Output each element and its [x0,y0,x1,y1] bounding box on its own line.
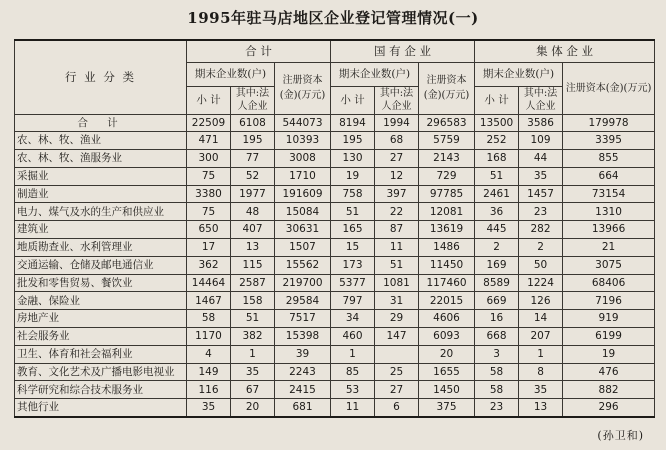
cell-value: 51 [375,256,419,274]
cell-value: 22509 [187,114,231,132]
cell-value: 2243 [275,363,331,381]
cell-value: 116 [187,381,231,399]
cell-value: 23 [519,203,563,221]
cell-value: 51 [231,310,275,328]
row-category: 其他行业 [15,399,187,417]
header-legal-person: 其中:法人企业 [231,86,275,114]
cell-value: 68406 [563,274,655,292]
cell-value: 11450 [419,256,475,274]
table-row-total [15,114,655,132]
header-subtotal: 小 计 [475,86,519,114]
cell-value: 195 [331,132,375,150]
cell-value: 35 [519,381,563,399]
cell-value: 44 [519,150,563,168]
cell-value: 382 [231,328,275,346]
cell-value: 87 [375,221,419,239]
row-category: 采掘业 [15,167,187,185]
cell-value: 2587 [231,274,275,292]
row-category: 建筑业 [15,221,187,239]
cell-value: 13500 [475,114,519,132]
cell-value: 1310 [563,203,655,221]
cell-value: 3 [475,345,519,363]
cell-value: 3395 [563,132,655,150]
cell-value: 1081 [375,274,419,292]
cell-value: 1170 [187,328,231,346]
cell-value: 97785 [419,185,475,203]
cell-value: 195 [231,132,275,150]
header-period-end: 期末企业数(户) [475,62,563,86]
header-group-collective: 集 体 企 业 [475,40,655,62]
cell-value: 50 [519,256,563,274]
cell-value: 58 [187,310,231,328]
table-row [15,203,655,221]
table-row [15,292,655,310]
cell-value: 158 [231,292,275,310]
cell-value: 1 [519,345,563,363]
cell-value: 15 [331,239,375,257]
cell-value: 22 [375,203,419,221]
header-registered-capital: 注册资本(金)(万元) [275,62,331,114]
cell-value: 20 [231,399,275,417]
row-category: 批发和零售贸易、餐饮业 [15,274,187,292]
cell-value: 445 [475,221,519,239]
cell-value: 165 [331,221,375,239]
cell-value: 664 [563,167,655,185]
cell-value: 149 [187,363,231,381]
cell-value: 58 [475,363,519,381]
cell-value: 51 [475,167,519,185]
cell-value [375,345,419,363]
cell-value: 5377 [331,274,375,292]
cell-value: 68 [375,132,419,150]
cell-value: 5759 [419,132,475,150]
table-row [15,274,655,292]
cell-value: 219700 [275,274,331,292]
cell-value: 12081 [419,203,475,221]
cell-value: 669 [475,292,519,310]
page-title: 1995年驻马店地区企业登记管理情况(一) [187,9,479,27]
cell-value: 797 [331,292,375,310]
cell-value: 191609 [275,185,331,203]
cell-value: 16 [475,310,519,328]
header-subtotal: 小 计 [187,86,231,114]
cell-value: 15562 [275,256,331,274]
cell-value: 1467 [187,292,231,310]
row-category: 科学研究和综合技术服务业 [15,381,187,399]
cell-value: 1507 [275,239,331,257]
cell-value: 75 [187,167,231,185]
cell-value: 282 [519,221,563,239]
cell-value: 11 [375,239,419,257]
cell-value: 375 [419,399,475,417]
cell-value: 3380 [187,185,231,203]
cell-value: 168 [475,150,519,168]
cell-value: 2415 [275,381,331,399]
cell-value: 2 [519,239,563,257]
cell-value: 179978 [563,114,655,132]
cell-value: 36 [475,203,519,221]
cell-value: 8589 [475,274,519,292]
data-table [14,39,655,418]
table-row [15,345,655,363]
header-registered-capital: 注册资本(金)(万元) [419,62,475,114]
cell-value: 882 [563,381,655,399]
cell-value: 6 [375,399,419,417]
row-category: 合 计 [15,114,187,132]
cell-value: 252 [475,132,519,150]
cell-value: 296 [563,399,655,417]
header-legal-person: 其中:法人企业 [375,86,419,114]
cell-value: 51 [331,203,375,221]
cell-value: 476 [563,363,655,381]
table-body [15,114,655,417]
cell-value: 15084 [275,203,331,221]
cell-value: 4 [187,345,231,363]
cell-value: 1486 [419,239,475,257]
header-legal-person: 其中:法人企业 [519,86,563,114]
cell-value: 58 [475,381,519,399]
table-row [15,185,655,203]
cell-value: 2461 [475,185,519,203]
cell-value: 6093 [419,328,475,346]
cell-value: 117460 [419,274,475,292]
cell-value: 1457 [519,185,563,203]
cell-value: 3586 [519,114,563,132]
cell-value: 460 [331,328,375,346]
cell-value: 855 [563,150,655,168]
cell-value: 52 [231,167,275,185]
row-category: 金融、保险业 [15,292,187,310]
cell-value: 1 [231,345,275,363]
cell-value: 31 [375,292,419,310]
row-category: 房地产业 [15,310,187,328]
cell-value: 919 [563,310,655,328]
cell-value: 130 [331,150,375,168]
cell-value: 729 [419,167,475,185]
table-row [15,310,655,328]
cell-value: 1977 [231,185,275,203]
cell-value: 30631 [275,221,331,239]
cell-value: 23 [475,399,519,417]
cell-value: 35 [519,167,563,185]
cell-value: 13 [231,239,275,257]
table-row [15,150,655,168]
table-row [15,132,655,150]
cell-value: 19 [331,167,375,185]
row-category: 制造业 [15,185,187,203]
row-category: 教育、文化艺术及广播电影电视业 [15,363,187,381]
cell-value: 147 [375,328,419,346]
cell-value: 3075 [563,256,655,274]
cell-value: 1655 [419,363,475,381]
cell-value: 27 [375,381,419,399]
cell-value: 115 [231,256,275,274]
header-subtotal: 小 计 [331,86,375,114]
cell-value: 3008 [275,150,331,168]
cell-value: 6108 [231,114,275,132]
table-row [15,221,655,239]
cell-value: 7517 [275,310,331,328]
cell-value: 1224 [519,274,563,292]
row-category: 社会服务业 [15,328,187,346]
row-category: 卫生、体育和社会福利业 [15,345,187,363]
cell-value: 13966 [563,221,655,239]
cell-value: 6199 [563,328,655,346]
cell-value: 17 [187,239,231,257]
cell-value: 169 [475,256,519,274]
cell-value: 8194 [331,114,375,132]
cell-value: 14 [519,310,563,328]
cell-value: 29584 [275,292,331,310]
header-period-end: 期末企业数(户) [187,62,275,86]
header-group-total: 合 计 [187,40,331,62]
cell-value: 27 [375,150,419,168]
cell-value: 85 [331,363,375,381]
cell-value: 681 [275,399,331,417]
cell-value: 75 [187,203,231,221]
table-row [15,256,655,274]
header-group-state: 国 有 企 业 [331,40,475,62]
source-credit: (孙卫和) [597,429,644,442]
cell-value: 7196 [563,292,655,310]
table-row [15,399,655,417]
cell-value: 13619 [419,221,475,239]
cell-value: 650 [187,221,231,239]
cell-value: 22015 [419,292,475,310]
header-category: 行 业 分 类 [15,40,187,114]
cell-value: 20 [419,345,475,363]
cell-value: 21 [563,239,655,257]
cell-value: 12 [375,167,419,185]
table-row [15,381,655,399]
cell-value: 77 [231,150,275,168]
row-category: 地质勘查业、水利管理业 [15,239,187,257]
cell-value: 11 [331,399,375,417]
cell-value: 296583 [419,114,475,132]
cell-value: 35 [187,399,231,417]
cell-value: 173 [331,256,375,274]
cell-value: 13 [519,399,563,417]
cell-value: 15398 [275,328,331,346]
cell-value: 2 [475,239,519,257]
table-row [15,328,655,346]
table-row [15,167,655,185]
cell-value: 29 [375,310,419,328]
cell-value: 758 [331,185,375,203]
cell-value: 10393 [275,132,331,150]
cell-value: 19 [563,345,655,363]
row-category: 电力、煤气及水的生产和供应业 [15,203,187,221]
row-category: 农、林、牧、渔服务业 [15,150,187,168]
cell-value: 14464 [187,274,231,292]
cell-value: 300 [187,150,231,168]
cell-value: 48 [231,203,275,221]
cell-value: 362 [187,256,231,274]
cell-value: 1 [331,345,375,363]
cell-value: 4606 [419,310,475,328]
cell-value: 126 [519,292,563,310]
cell-value: 207 [519,328,563,346]
cell-value: 109 [519,132,563,150]
cell-value: 2143 [419,150,475,168]
cell-value: 471 [187,132,231,150]
cell-value: 668 [475,328,519,346]
cell-value: 1450 [419,381,475,399]
cell-value: 39 [275,345,331,363]
cell-value: 34 [331,310,375,328]
cell-value: 1994 [375,114,419,132]
cell-value: 407 [231,221,275,239]
cell-value: 67 [231,381,275,399]
cell-value: 8 [519,363,563,381]
row-category: 农、林、牧、渔业 [15,132,187,150]
cell-value: 544073 [275,114,331,132]
cell-value: 53 [331,381,375,399]
table-header [15,40,655,114]
header-registered-capital: 注册资本(金)(万元) [563,62,655,114]
table-row [15,239,655,257]
cell-value: 397 [375,185,419,203]
cell-value: 35 [231,363,275,381]
cell-value: 73154 [563,185,655,203]
header-period-end: 期末企业数(户) [331,62,419,86]
cell-value: 25 [375,363,419,381]
row-category: 交通运输、仓储及邮电通信业 [15,256,187,274]
table-row [15,363,655,381]
cell-value: 1710 [275,167,331,185]
